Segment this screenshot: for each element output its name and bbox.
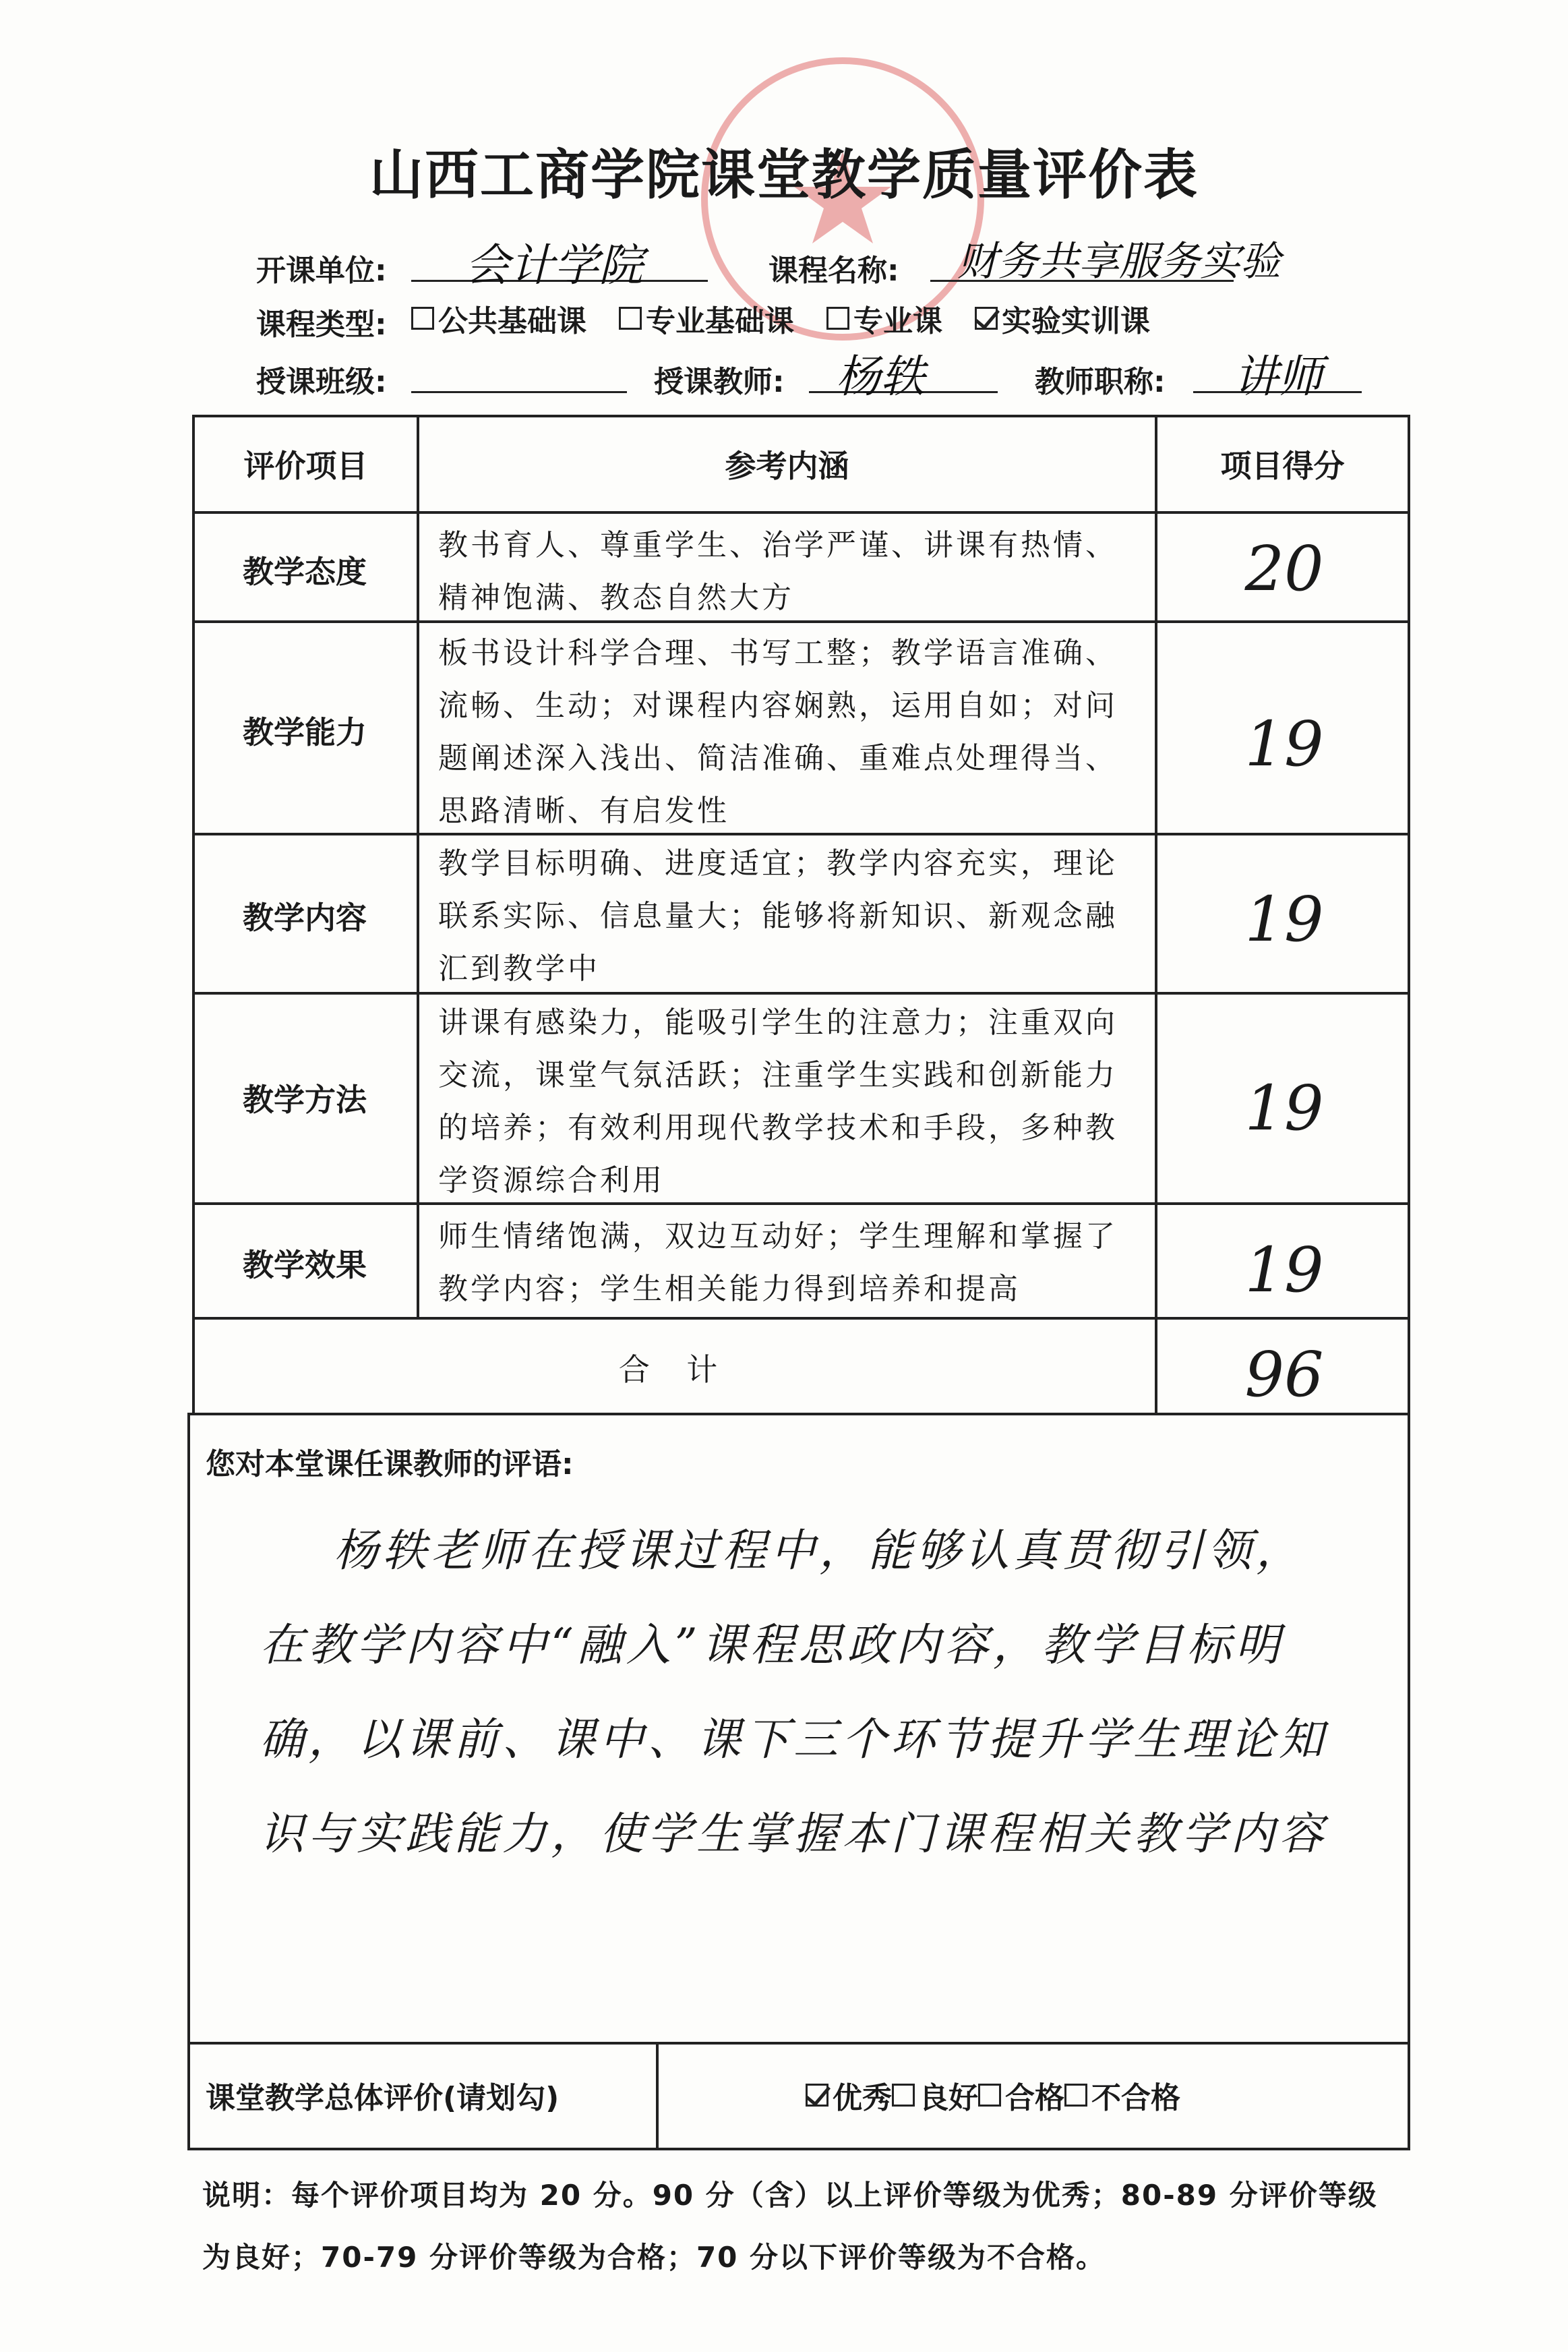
- header-score: 项目得分: [1220, 448, 1345, 484]
- content-line: 交流，课堂气氛活跃；注重学生实践和创新能力: [438, 1058, 1118, 1092]
- row-content-method: [438, 997, 1146, 1207]
- content-line: 教学内容；学生相关能力得到培养和提高: [438, 1272, 1021, 1306]
- content-line: 教书育人、尊重学生、治学严谨、讲课有热情、: [438, 528, 1118, 562]
- total-label: 合 计: [618, 1351, 731, 1388]
- overall-option-good[interactable]: [892, 2074, 978, 2117]
- teacher-value: 杨轶: [836, 351, 925, 403]
- course-value: 财务共享服务实验: [957, 238, 1281, 285]
- row-content-ability: [438, 627, 1146, 837]
- option-label: 优秀: [833, 2081, 892, 2115]
- option-label: 合格: [1005, 2081, 1064, 2115]
- score-effect: 19: [1244, 1234, 1324, 1306]
- category-attitude: 教学态度: [243, 554, 367, 590]
- row-content-attitude: [438, 519, 1146, 624]
- option-label: 专业基础课: [646, 304, 794, 339]
- overall-option-fail[interactable]: [1064, 2074, 1180, 2117]
- overall-option-excellent[interactable]: [806, 2074, 892, 2117]
- header-item: 评价项目: [243, 448, 368, 484]
- score-content: 19: [1244, 883, 1324, 955]
- content-line: 学资源综合利用: [438, 1163, 665, 1198]
- overall-options: [806, 2074, 1180, 2117]
- content-line: 题阐述深入浅出、简洁准确、重难点处理得当、: [438, 741, 1118, 775]
- grading-note: [202, 2165, 1416, 2289]
- course-label: 课程名称:: [768, 254, 899, 288]
- content-line: 讲课有感染力，能吸引学生的注意力；注重双向: [438, 1005, 1118, 1040]
- checkbox[interactable]: [892, 2084, 915, 2107]
- content-line: 的培养；有效利用现代教学技术和手段，多种教: [438, 1111, 1118, 1145]
- unit-label: 开课单位:: [256, 254, 387, 288]
- form-title: 山西工商学院课堂教学质量评价表: [369, 143, 1199, 206]
- content-line: 板书设计科学合理、书写工整；教学语言准确、: [438, 636, 1118, 670]
- category-content: 教学内容: [243, 900, 367, 936]
- total-score: 96: [1244, 1339, 1324, 1411]
- unit-value: 会计学院: [465, 239, 643, 291]
- rank-value: 讲师: [1234, 351, 1323, 403]
- category-ability: 教学能力: [243, 714, 367, 751]
- content-line: 汇到教学中: [438, 951, 600, 986]
- score-ability: 19: [1244, 708, 1324, 780]
- comment-handwritten: 杨轶老师在授课过程中，能够认真贯彻引领，在教学内容中“融入”课程思政内容，教学目标明确，以课前、课中、课下三个环节提升学生理论知识与实践能力，使学生掌握本门课程相关教学内容: [260, 1525, 1327, 1860]
- header-content: 参考内涵: [725, 448, 849, 484]
- checkbox[interactable]: [978, 2084, 1001, 2107]
- score-method: 19: [1244, 1072, 1324, 1144]
- type-label: 课程类型:: [256, 307, 387, 342]
- score-attitude: 20: [1244, 533, 1324, 605]
- category-effect: 教学效果: [243, 1247, 367, 1283]
- content-line: 流畅、生动；对课程内容娴熟，运用自如；对问: [438, 688, 1118, 723]
- content-line: 教学目标明确、进度适宜；教学内容充实，理论: [438, 846, 1118, 881]
- option-label: 公共基础课: [438, 304, 586, 339]
- option-label: 良好: [919, 2081, 978, 2115]
- content-line: 精神饱满、教态自然大方: [438, 581, 794, 615]
- checkbox[interactable]: [1064, 2084, 1087, 2107]
- overall-label: 课堂教学总体评价(请划勾): [206, 2081, 560, 2115]
- category-method: 教学方法: [243, 1082, 367, 1118]
- checkbox-checked[interactable]: [806, 2084, 828, 2107]
- option-label: 实验实训课: [1002, 304, 1150, 339]
- rank-label: 教师职称:: [1035, 365, 1166, 399]
- option-label: 不合格: [1091, 2081, 1180, 2115]
- option-label: 专业课: [853, 304, 942, 339]
- note-line: 说明：每个评价项目均为 20 分。90 分（含）以上评价等级为优秀；80-89 分评价等级: [202, 2179, 1378, 2212]
- note-line: 为良好；70-79 分评价等级为合格；70 分以下评价等级为不合格。: [202, 2241, 1106, 2274]
- content-line: 联系实际、信息量大；能够将新知识、新观念融: [438, 899, 1118, 933]
- teacher-label: 授课教师:: [654, 365, 785, 399]
- class-label: 授课班级:: [256, 365, 387, 399]
- overall-option-pass[interactable]: [978, 2074, 1064, 2117]
- content-line: 师生情绪饱满，双边互动好；学生理解和掌握了: [438, 1219, 1118, 1254]
- row-content-content: [438, 837, 1146, 995]
- row-content-effect: [438, 1210, 1146, 1316]
- comment-label: 您对本堂课任课教师的评语:: [206, 1447, 574, 1481]
- content-line: 思路清晰、有启发性: [438, 794, 729, 828]
